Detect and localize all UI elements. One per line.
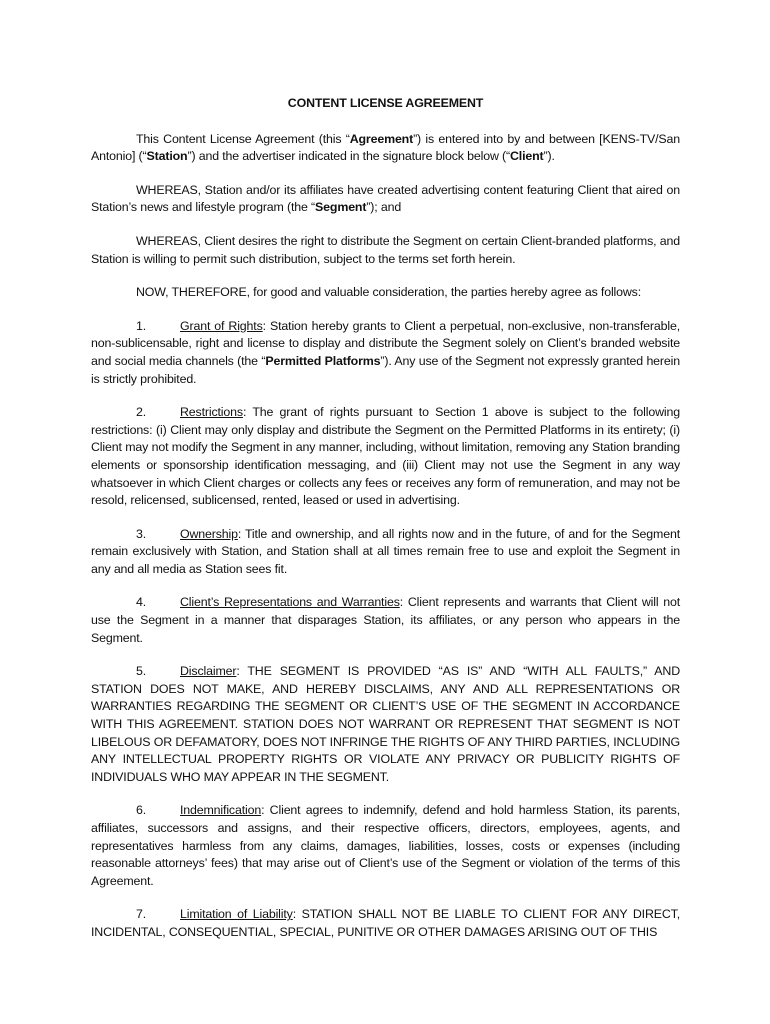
section-5: 5. Disclaimer: THE SEGMENT IS PROVIDED “AS IS” AND “WITH ALL FAULTS,” AND STATION DOES NOT MAKE, AND HEREBY DISCLAIMS, ANY AND ALL REPRESENTATIONS OR WARRANTIES REGARDING THE SEGMENT OR CLIENT’S USE OF THE SEGMENT IN ACCORDANCE WITH THIS AGREEMENT. STATION DOES NOT WARRANT OR REPRESENT THAT SEGMENT IS NOT LIBELOUS OR DEFAMATORY, DOES NOT INFRINGE THE RIGHTS OF ANY THIRD PARTIES, INCLUDING ANY INTELLECTUAL PROPERTY RIGHTS OR VIOLATE ANY PRIVACY OR PUBLICITY RIGHTS OF INDIVIDUALS WHO MAY APPEAR IN THE SEGMENT. bbox=[91, 664, 680, 784]
section-number: 6. bbox=[136, 803, 147, 818]
whereas-paragraph-2: WHEREAS, Client desires the right to distribute the Segment on certain Client-branded platforms, and Station is willing to permit such distribution, subject to the terms set forth herein. bbox=[91, 233, 680, 266]
section-heading: Grant of Rights bbox=[180, 318, 263, 333]
section-4: 4. Client’s Representations and Warranties: Client represents and warrants that Client will not use the Segment in a manner that disparages Station, its affiliates, or any person who appears in the Segment. bbox=[91, 595, 680, 645]
section-heading: Client’s Representations and Warranties bbox=[180, 595, 400, 610]
intro-paragraph: This Content License Agreement (this “Agreement”) is entered into by and between [KENS-TV/San Antonio] (“Station”) and the advertiser indicated in the signature block below (“Client”). bbox=[91, 131, 680, 164]
section-number: 2. bbox=[136, 405, 147, 420]
now-therefore-paragraph: NOW, THEREFORE, for good and valuable consideration, the parties hereby agree as follows: bbox=[136, 285, 642, 300]
section-7: 7. Limitation of Liability: STATION SHALL NOT BE LIABLE TO CLIENT FOR ANY DIRECT, INCIDENTAL, CONSEQUENTIAL, SPECIAL, PUNITIVE OR OTHER DAMAGES ARISING OUT OF THIS bbox=[91, 907, 680, 939]
section-heading: Restrictions bbox=[180, 405, 243, 420]
whereas-paragraph-1: WHEREAS, Station and/or its affiliates have created advertising content featuring Client that aired on Station’s news and lifestyle program (the “Segment”); and bbox=[91, 182, 680, 215]
section-number: 3. bbox=[136, 526, 147, 541]
section-number: 5. bbox=[136, 664, 147, 679]
section-number: 1. bbox=[136, 318, 147, 333]
section-heading: Limitation of Liability bbox=[180, 907, 293, 922]
section-6: 6. Indemnification: Client agrees to indemnify, defend and hold harmless Station, its parents, affiliates, successors and assigns, and their respective officers, directors, employees, agents, and representatives harmless from any claims, damages, liabilities, losses, costs or expenses (including reasonable attorneys’ fees) that may arise out of Client’s use of the Segment or violation of the terms of this Agreement. bbox=[91, 803, 680, 888]
section-heading: Indemnification bbox=[180, 803, 262, 818]
section-1: 1. Grant of Rights: Station hereby grants to Client a perpetual, non-exclusive, non-transferable, non-sublicensable, right and license to display and distribute the Segment solely on Client’s branded website and social media channels (the “Permitted Platforms”). Any use of the Segment not expressly granted herein is strictly prohibited. bbox=[91, 318, 680, 386]
section-heading: Ownership bbox=[180, 526, 238, 541]
document-title: CONTENT LICENSE AGREEMENT bbox=[287, 96, 484, 110]
section-heading: Disclaimer bbox=[180, 664, 237, 679]
section-3: 3. Ownership: Title and ownership, and all rights now and in the future, of and for the Segment remain exclusively with Station, and Station shall at all times remain free to use and exploit the Segment in any and all media as Station sees fit. bbox=[91, 526, 680, 576]
section-number: 7. bbox=[136, 907, 147, 922]
section-number: 4. bbox=[136, 595, 147, 610]
section-2: 2. Restrictions: The grant of rights pursuant to Section 1 above is subject to the following restrictions: (i) Client may only display and distribute the Segment on the Permitted Platforms in its entirety; (i) Client may not modify the Segment in any manner, including, without limitation, removing any Station branding elements or sponsorship identification messaging, and (iii) Client may not use the Segment in any way whatsoever in which Client charges or collects any fees or receives any form of remuneration, and may not be resold, relicensed, sublicensed, rented, leased or used in advertising. bbox=[91, 405, 680, 508]
document-page bbox=[91, 95, 680, 958]
